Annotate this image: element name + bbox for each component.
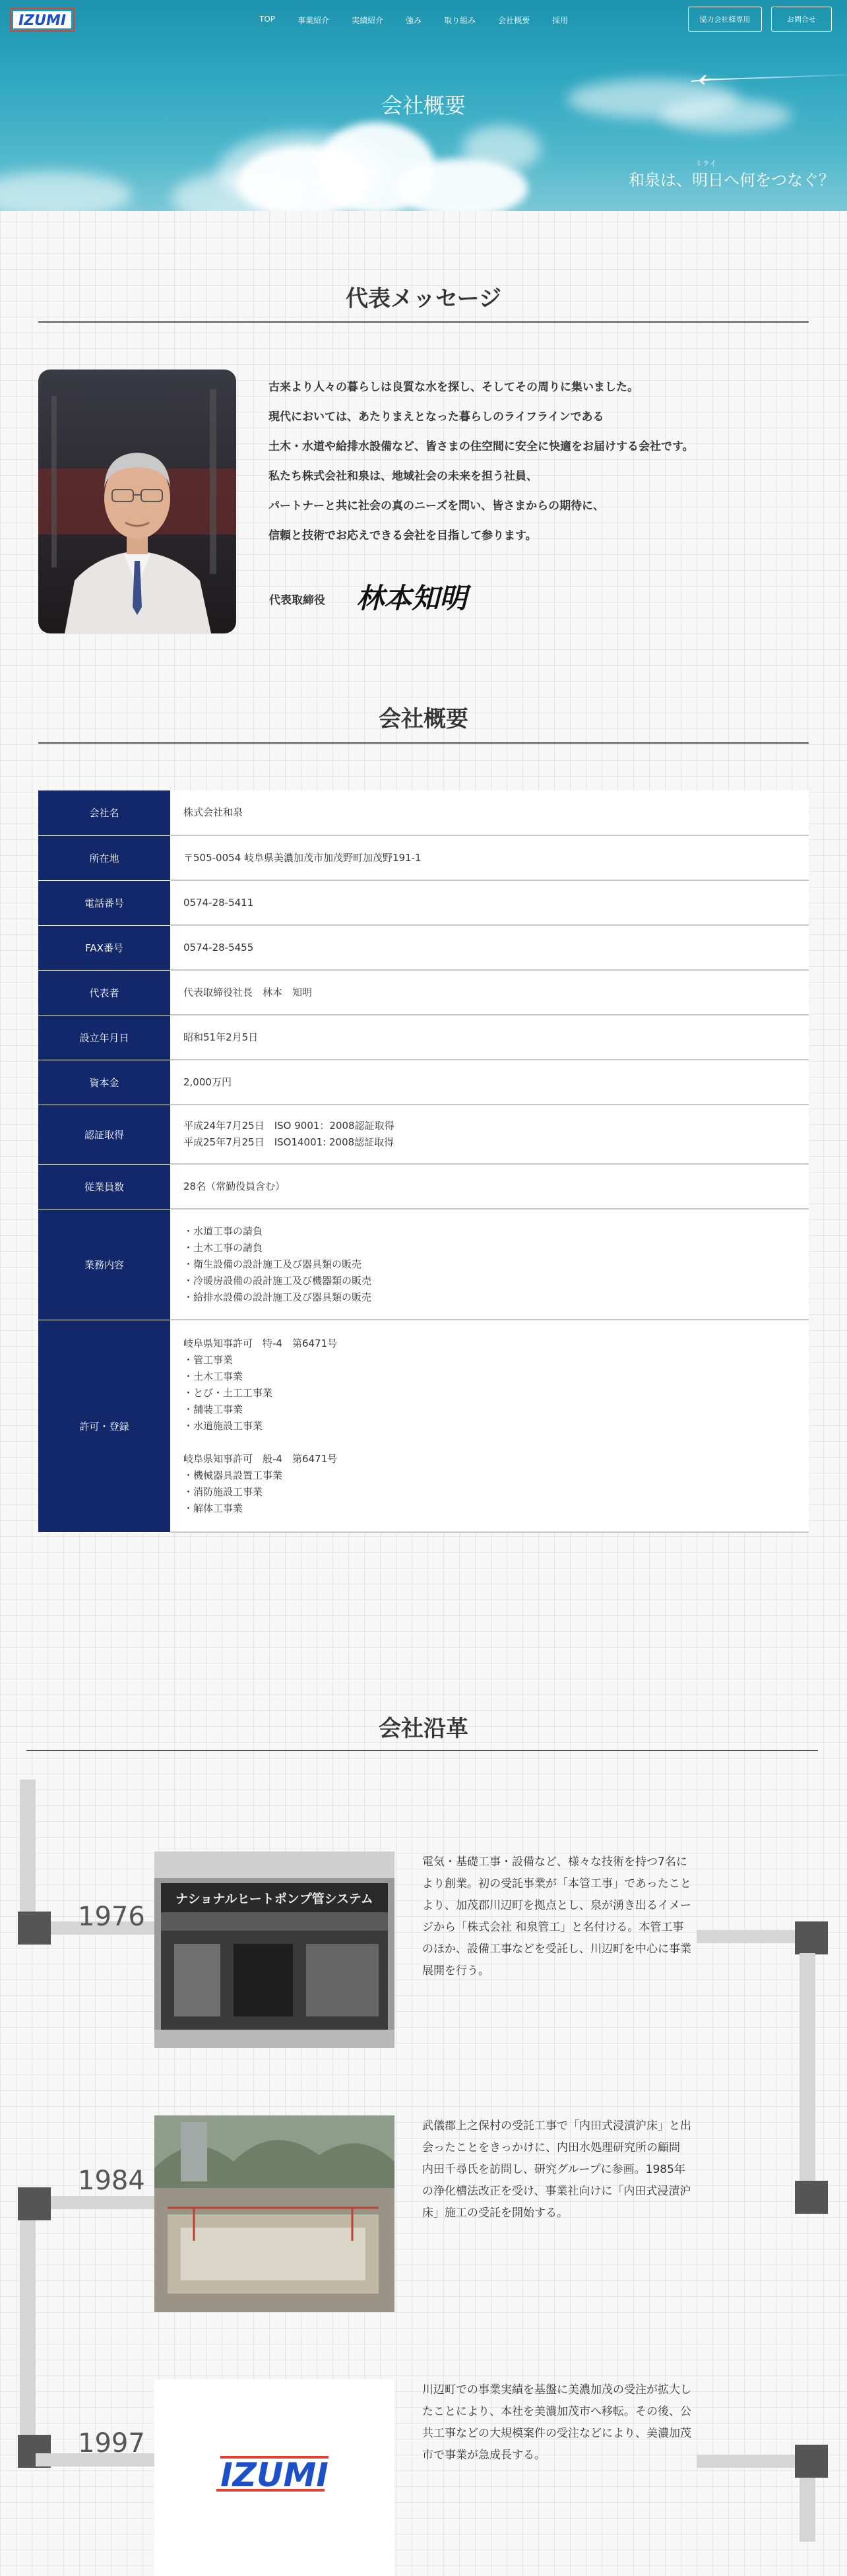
message-body xyxy=(268,373,694,551)
page-title: 会社概要 xyxy=(381,93,466,118)
tagline-ruby: ミライ xyxy=(695,160,717,168)
airplane-icon xyxy=(690,74,716,86)
message-line: 土木・水道や給排水設備など、皆さまの住空間に安全に快適をお届けする会社です。 xyxy=(268,440,694,453)
timeline-node xyxy=(795,2445,828,2478)
hero-banner xyxy=(0,0,847,211)
timeline-bar xyxy=(36,2196,154,2209)
info-value-line: ・土木工事の請負 xyxy=(183,1241,263,1254)
timeline-node xyxy=(795,2181,828,2214)
info-value xyxy=(170,1105,809,1164)
info-row xyxy=(38,925,809,970)
info-value-line: 昭和51年2月5日 xyxy=(183,1031,259,1043)
message-line: 信頼と技術でお応えできる会社を目指して参ります。 xyxy=(268,529,537,542)
history-heading: 会社沿革 xyxy=(379,1716,468,1742)
ceo-portrait xyxy=(38,370,236,633)
info-value xyxy=(170,1015,809,1060)
info-value xyxy=(170,1320,809,1532)
company-logo[interactable] xyxy=(9,7,75,33)
info-value-line: ・解体工事業 xyxy=(183,1502,243,1514)
main-nav xyxy=(248,15,579,26)
timeline-bar xyxy=(20,1780,36,1928)
overview-divider xyxy=(38,742,809,744)
nav-top[interactable]: TOP xyxy=(259,15,276,24)
contact-button[interactable]: お問合せ xyxy=(771,7,832,32)
signature-title: 代表取締役 xyxy=(269,594,325,607)
info-value xyxy=(170,1164,809,1209)
message-heading: 代表メッセージ xyxy=(346,286,501,312)
svg-text:IZUMI: IZUMI xyxy=(220,2456,329,2494)
timeline-node xyxy=(18,1912,51,1945)
info-value-line: 岐阜県知事許可 特-4 第6471号 xyxy=(183,1337,338,1349)
info-label: 設立年月日 xyxy=(38,1015,170,1060)
info-value-line: ・舗装工事業 xyxy=(183,1403,243,1415)
info-value-line: 平成24年7月25日 ISO 9001：2008認証取得 xyxy=(183,1120,394,1132)
nav-business[interactable]: 事業紹介 xyxy=(298,16,330,25)
message-line: パートナーと共に社会の真のニーズを問い、皆さまからの期待に、 xyxy=(268,499,605,513)
info-value-line: 代表取締役社長 林本 知明 xyxy=(183,986,313,998)
info-label: 業務内容 xyxy=(38,1209,170,1320)
info-label: 従業員数 xyxy=(38,1164,170,1209)
history-divider xyxy=(26,1750,818,1751)
info-value-line: ・土木工事業 xyxy=(183,1370,243,1382)
info-value xyxy=(170,925,809,970)
info-row xyxy=(38,1015,809,1060)
company-info-table xyxy=(38,790,809,1533)
info-label: 所在地 xyxy=(38,835,170,880)
info-value-line: 2,000万円 xyxy=(183,1076,232,1088)
info-row xyxy=(38,1320,809,1532)
history-text: 武儀郡上之保村の受託工事で「内田式浸漬沪床」と出会ったことをきっかけに、内田水処理研究所の顧問 内田千尋氏を訪問し、研究グループに参画。1985年の浄化槽法改正を受け、事業社向けに「内田式浸漬沪床」施工の受託を開始する。 xyxy=(422,2119,691,2220)
message-line: 現代においては、あたりまえとなった暮らしのライフラインである xyxy=(268,410,604,424)
info-row xyxy=(38,835,809,880)
svg-text:IZUMI: IZUMI xyxy=(18,13,67,29)
info-value-line: ・機械器具設置工事業 xyxy=(183,1469,283,1481)
nav-works[interactable]: 実績紹介 xyxy=(352,16,384,25)
info-value-line: 0574-28-5411 xyxy=(183,896,254,909)
info-value-line: 平成25年7月25日 ISO14001: 2008認証取得 xyxy=(183,1136,394,1148)
info-row xyxy=(38,1164,809,1209)
history-year: 1984 xyxy=(78,2166,145,2196)
info-value-line: ・衛生設備の設計施工及び器具類の販売 xyxy=(183,1258,362,1270)
message-line: 私たち株式会社和泉は、地域社会の未来を担う社員、 xyxy=(268,470,538,483)
info-value-line: 0574-28-5455 xyxy=(183,941,254,953)
info-row xyxy=(38,880,809,925)
history-photo-1997 xyxy=(154,2379,394,2576)
timeline-bar xyxy=(20,2220,36,2448)
info-row xyxy=(38,1209,809,1320)
info-label: 会社名 xyxy=(38,790,170,835)
hero-tagline: 和泉は、明日へ何をつなぐ？ xyxy=(629,171,834,189)
info-value xyxy=(170,790,809,835)
contrail xyxy=(712,74,847,80)
info-row xyxy=(38,1060,809,1105)
info-label: 許可・登録 xyxy=(38,1320,170,1532)
info-label: 電話番号 xyxy=(38,880,170,925)
nav-strengths[interactable]: 強み xyxy=(406,16,422,25)
info-value-line: ・管工事業 xyxy=(183,1353,234,1366)
info-value-line: ・給排水設備の設計施工及び器具類の販売 xyxy=(183,1291,372,1303)
nav-recruit[interactable]: 採用 xyxy=(552,16,569,25)
svg-text:林本知明: 林本知明 xyxy=(356,582,468,614)
timeline-bar xyxy=(800,1953,815,2197)
timeline-bar xyxy=(800,2478,815,2542)
overview-heading: 会社概要 xyxy=(379,706,468,732)
history-text: 電気・基礎工事・設備など、様々な技術を持つ7名により創業。初の受託事業が「本管工事」であったことより、加茂郡川辺町を拠点とし、泉が湧き出るイメージから「株式会社 和泉管工」と名付ける。本管工事のほか、設備工事などを受託し、川辺町を中心に事業展開を行う。 xyxy=(422,1855,691,1978)
info-row xyxy=(38,1105,809,1164)
info-label: FAX番号 xyxy=(38,925,170,970)
info-value-line: 株式会社和泉 xyxy=(183,806,243,818)
partner-login-button[interactable]: 協力会社様専用 xyxy=(688,7,762,32)
info-value-line: 28名（常勤役員含む） xyxy=(183,1180,286,1192)
info-value-line: ・水道工事の請負 xyxy=(183,1225,263,1237)
info-value-line: 岐阜県知事許可 般-4 第6471号 xyxy=(183,1452,338,1465)
info-value-line xyxy=(183,1434,796,1451)
info-value-line: ・とび・土工工事業 xyxy=(183,1386,273,1399)
ceo-signature xyxy=(354,577,486,617)
message-divider xyxy=(38,321,809,323)
info-value xyxy=(170,1209,809,1320)
info-value-line: 〒505-0054 岐阜県美濃加茂市加茂野町加茂野191-1 xyxy=(183,851,422,864)
nav-company[interactable]: 会社概要 xyxy=(498,16,530,25)
info-value xyxy=(170,835,809,880)
info-value-line: ・冷暖房設備の設計施工及び機器類の販売 xyxy=(183,1274,372,1287)
history-year: 1976 xyxy=(78,1902,145,1932)
svg-text:ナショナルヒートポンプ管システム: ナショナルヒートポンプ管システム xyxy=(175,1892,373,1906)
history-photo-1976 xyxy=(154,1852,394,2048)
history-photo-1984 xyxy=(154,2115,394,2312)
info-row xyxy=(38,970,809,1015)
info-value-line: ・消防施設工事業 xyxy=(183,1485,263,1498)
info-label: 資本金 xyxy=(38,1060,170,1105)
nav-initiatives[interactable]: 取り組み xyxy=(444,16,476,25)
history-year: 1997 xyxy=(78,2428,145,2459)
info-label: 認証取得 xyxy=(38,1105,170,1164)
timeline-node xyxy=(795,1921,828,1954)
info-value-line: ・水道施設工事業 xyxy=(183,1419,263,1432)
info-value xyxy=(170,880,809,925)
timeline-node xyxy=(18,2187,51,2220)
history-text: 川辺町での事業実績を基盤に美濃加茂の受注が拡大したことにより、本社を美濃加茂市へ移転。その後、公共工事などの大規模案件の受注などにより、美濃加茂市で事業が急成長する。 xyxy=(422,2383,691,2462)
info-value xyxy=(170,970,809,1015)
info-value xyxy=(170,1060,809,1105)
message-line: 古来より人々の暮らしは良質な水を探し、そしてその周りに集いました。 xyxy=(268,381,639,394)
info-label: 代表者 xyxy=(38,970,170,1015)
info-row xyxy=(38,790,809,835)
